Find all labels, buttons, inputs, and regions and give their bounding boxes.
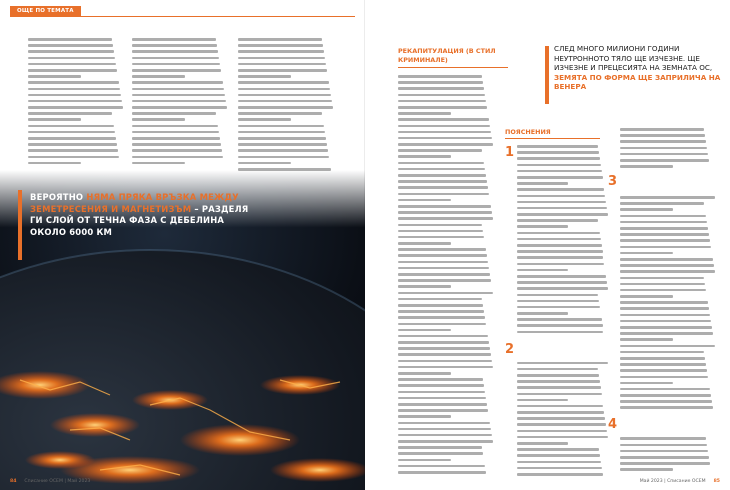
text-line [620,320,711,323]
text-line [398,440,493,443]
text-line [398,292,493,295]
text-line [132,131,219,134]
text-line [517,436,608,439]
text-line [398,273,490,276]
text-line [398,211,492,214]
text-line [620,283,705,286]
text-line [398,118,489,121]
text-line [132,112,216,115]
text-line [517,417,605,420]
text-line [517,399,568,402]
text-line [620,307,709,310]
text-line [28,69,117,72]
text-line [517,454,600,457]
text-line [620,406,713,409]
text-line [517,176,603,179]
text-line [398,415,451,418]
text-line [238,118,291,121]
point-number-3: 3 [608,174,618,189]
text-line [398,261,488,264]
text-line [517,250,603,253]
text-line [398,397,486,400]
text-line [398,267,489,270]
text-line [28,143,117,146]
text-line [28,106,123,109]
text-line [28,162,81,165]
text-line [132,118,185,121]
text-line [132,156,223,159]
pull-quote-bar [545,46,549,104]
text-line [398,143,493,146]
text-line [398,341,489,344]
text-line [620,246,711,249]
text-line [398,162,484,165]
text-line [517,219,598,222]
text-line [620,462,710,465]
text-line [620,332,713,335]
text-line [398,471,486,474]
text-line [238,69,327,72]
text-line [132,143,221,146]
text-line [398,94,485,97]
text-line [398,285,451,288]
text-line [517,393,602,396]
text-line [517,238,601,241]
explanations-rule [505,138,600,139]
text-line [620,351,704,354]
text-line [238,50,324,53]
text-line [398,465,485,468]
pull-quote-bar [18,190,22,260]
text-line [517,232,600,235]
text-line [398,298,482,301]
text-line [238,106,333,109]
text-line [620,326,712,329]
text-line [620,363,706,366]
text-line [398,100,486,103]
text-line [620,450,708,453]
text-line [238,88,330,91]
text-line [28,125,114,128]
text-line [28,118,81,121]
text-line [398,428,491,431]
text-line [517,275,606,278]
text-line [517,287,608,290]
page-number: 85 [713,479,720,484]
text-line [517,263,604,266]
text-line [620,289,706,292]
text-line [517,151,599,154]
text-line [620,388,710,391]
text-line [517,195,605,198]
text-line [517,269,568,272]
text-line [398,180,487,183]
text-line [28,156,119,159]
text-line [620,221,707,224]
text-line [517,461,601,464]
text-line [620,252,673,255]
text-line [517,201,606,204]
text-line [620,437,706,440]
text-line [517,442,568,445]
text-line [517,423,606,426]
text-line [398,248,486,251]
text-line [620,233,709,236]
text-line [517,294,598,297]
text-line [398,75,482,78]
text-line [398,106,487,109]
text-line [238,162,291,165]
left-footer [10,479,90,484]
text-line [517,386,601,389]
section-tag: ОЩЕ ПО ТЕМАТА [10,6,81,16]
text-line [517,405,603,408]
text-line [28,44,113,47]
text-line [132,162,185,165]
text-line [398,347,490,350]
text-line [517,368,598,371]
text-line [238,156,329,159]
text-line [238,94,331,97]
page-number: 84 [10,479,17,484]
text-line [28,63,116,66]
text-line [620,444,707,447]
point-number-2: 2 [505,342,515,357]
text-line [28,137,116,140]
text-line [132,137,220,140]
text-line [398,186,488,189]
text-line [398,391,485,394]
text-line [517,448,599,451]
text-line [398,205,491,208]
text-line [620,301,708,304]
text-line [517,374,599,377]
text-line [238,44,323,47]
text-line [398,452,483,455]
text-line [132,106,227,109]
text-line [28,94,121,97]
text-line [620,196,715,199]
text-line [398,304,483,307]
text-line [398,446,482,449]
text-line [620,400,712,403]
text-line [132,75,185,78]
text-line [398,254,487,257]
text-line [398,372,451,375]
text-line [398,199,451,202]
text-line [398,131,491,134]
text-line [238,137,326,140]
text-line [398,279,491,282]
text-line [398,242,451,245]
pull-quote-highlight: ЗЕМЯТА ПО ФОРМА ЩЕ ЗАПРИЛИЧА НА ВЕНЕРА [554,72,721,92]
text-line [398,230,483,233]
right-footer [640,479,720,484]
text-line [620,369,707,372]
pull-quote-text [30,192,250,238]
text-line [398,323,486,326]
text-line [620,208,673,211]
text-line [398,236,484,239]
text-line [132,125,218,128]
text-line [620,147,707,150]
text-line [238,112,322,115]
text-line [398,168,485,171]
right-column-1 [398,75,494,477]
text-line [398,329,451,332]
text-line [398,137,492,140]
text-line [132,44,217,47]
text-line [517,213,608,216]
text-line [398,459,451,462]
pull-quote-text [554,44,726,92]
text-line [132,38,216,41]
text-line [517,467,602,470]
pull-quote-prefix: СЛЕД МНОГО МИЛИОНИ ГОДИНИ НЕУТРОННОТО ТЯЛО ЩЕ ИЗЧЕЗНЕ. ЩЕ ИЗЧЕЗНЕ И ПРЕЦЕСИЯТА НА ЗЕМНАТА ОС, [554,44,713,73]
text-line [517,188,604,191]
text-line [398,434,492,437]
text-line [620,456,709,459]
text-line [398,149,482,152]
text-line [517,281,607,284]
text-line [620,258,713,261]
text-line [620,338,673,341]
text-line [398,403,487,406]
text-line [620,394,711,397]
text-line [620,295,673,298]
text-line [398,360,492,363]
text-line [620,277,704,280]
text-line [517,324,603,327]
text-line [620,202,704,205]
text-line [28,38,112,41]
text-line [238,125,324,128]
text-line [517,312,568,315]
text-line [517,225,568,228]
text-line [238,75,291,78]
text-line [132,57,219,60]
text-line [517,380,600,383]
text-line [398,193,489,196]
subhead-rule [398,67,508,68]
right-column-3 [620,128,716,475]
text-line [620,140,706,143]
text-line [238,143,327,146]
text-line [620,314,710,317]
text-line [517,318,602,321]
point-number-4: 4 [608,417,618,432]
text-line [620,165,673,168]
explanations-heading: ПОЯСНЕНИЯ [505,128,551,136]
pull-quote-highlight: НЯМА ПРЯКА ВРЪЗКА МЕЖДУ ЗЕМЕТРЕСЕНИЯ И МАГНЕТИЗЪМ [30,192,239,214]
text-line [238,100,332,103]
text-line [517,306,600,309]
text-line [132,81,223,84]
text-line [620,134,705,137]
text-line [620,357,705,360]
text-line [620,345,715,348]
publication-name: Май 2023 | Списание ОСЕМ [639,479,706,484]
text-line [398,125,490,128]
text-line [398,353,491,356]
text-line [517,430,607,433]
text-line [398,224,482,227]
text-line [620,270,715,273]
text-line [132,149,222,152]
text-line [28,100,122,103]
text-line [620,159,709,162]
right-column-2 [517,145,609,479]
text-line [398,87,484,90]
text-line [28,149,118,152]
text-line [620,468,673,471]
pull-quote-prefix: ВЕРОЯТНО [30,192,87,202]
text-line [620,382,673,385]
text-line [28,50,114,53]
text-line [398,81,483,84]
text-line [132,50,218,53]
text-line [398,155,451,158]
text-line [398,384,484,387]
text-line [620,227,708,230]
text-line [398,174,486,177]
text-line [517,331,603,334]
text-line [517,207,607,210]
text-line [620,376,708,379]
left-column-1 [28,38,124,168]
text-line [398,217,493,220]
text-line [132,63,220,66]
text-line [28,75,81,78]
text-line [238,168,331,171]
text-line [517,300,599,303]
text-line [28,81,119,84]
text-line [398,310,484,313]
text-line [517,411,604,414]
text-line [517,256,603,259]
text-line [28,57,115,60]
left-column-2 [132,38,228,168]
text-line [132,94,225,97]
recap-subhead: РЕКАПИТУЛАЦИЯ (В СТИЛ КРИМИНАЛЕ) [398,47,496,64]
text-line [238,57,325,60]
text-line [398,366,493,369]
text-line [398,378,483,381]
text-line [517,157,600,160]
text-line [28,112,112,115]
text-line [132,100,226,103]
text-line [28,88,120,91]
text-line [620,215,706,218]
text-line [238,38,322,41]
text-line [620,153,708,156]
point-number-1: 1 [505,145,515,160]
text-line [620,128,704,131]
text-line [398,409,488,412]
text-line [132,88,224,91]
text-line [238,131,325,134]
text-line [238,81,329,84]
left-column-3 [238,38,334,174]
text-line [398,316,485,319]
text-line [620,264,714,267]
text-line [132,69,221,72]
text-line [517,182,568,185]
text-line [238,149,328,152]
text-line [517,170,602,173]
text-line [517,164,601,167]
text-line [398,335,488,338]
text-line [28,131,115,134]
text-line [517,244,602,247]
text-line [517,362,608,365]
text-line [398,422,490,425]
right-page [365,0,730,490]
publication-name: Списание ОСЕМ | Май 2023 [24,479,91,484]
text-line [398,112,451,115]
text-line [517,145,598,148]
text-line [238,63,326,66]
text-line [620,239,710,242]
text-line [517,473,603,476]
pull-quote-suffix: – РАЗДЕЛЯ ГИ СЛОЙ ОТ ТЕЧНА ФАЗА С ДЕБЕЛИНА ОКОЛО 6000 КМ [30,203,249,237]
